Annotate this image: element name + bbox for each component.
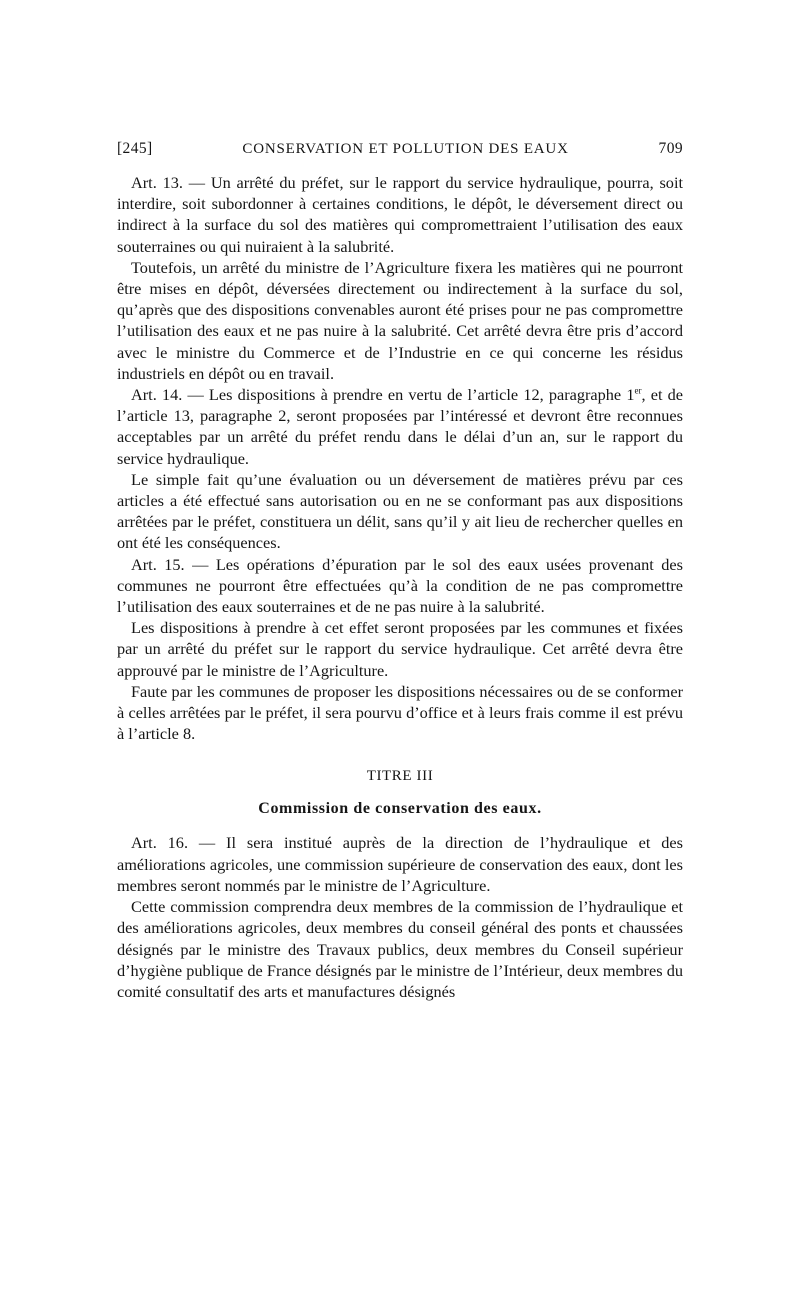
paragraph-toutefois: Toutefois, un arrêté du ministre de l’Agriculture fixera les matières qui ne pourront être mises en dépôt, déversées directement ou indirectement à la surface du sol, qu’après que des dispositions convenables auront été prises pour ne pas compromettre l’utilisation des eaux et ne pas nuire à la salubrité. Cet arrêté devra être pris d’accord avec le ministre du Commerce et de l’Industrie en ce qui concerne les résidus industriels en dépôt ou en travail. bbox=[117, 257, 683, 383]
art-14-text-end: , et de l’article 13, paragraphe 2, seront proposées par l’intéressé et devront être reconnues acceptables par un arrêté du préfet rendu dans le délai d’un an, sur le rapport du service hydraulique. bbox=[117, 385, 684, 468]
paragraph-art-16: Art. 16. — Il sera institué auprès de la direction de l’hydraulique et des améliorations agricoles, une commission supérieure de conservation des eaux, dont les membres seront nommés par le ministre de l’Agriculture. bbox=[117, 833, 683, 895]
running-header bbox=[117, 140, 683, 172]
paragraph-dispositions: Les dispositions à prendre à cet effet seront proposées par les communes et fixées par un arrêté du préfet sur le rapport du service hydraulique. Cet arrêté devra être approuvé par le ministre de l’Agriculture. bbox=[117, 618, 683, 680]
book-page bbox=[117, 140, 683, 1002]
section-heading: Commission de conservation des eaux. bbox=[258, 800, 542, 818]
paragraph-art-14 bbox=[117, 384, 683, 469]
page-number: 709 bbox=[658, 140, 683, 157]
paragraph-simple-fait: Le simple fait qu’une évaluation ou un déversement de matières prévu par ces articles a été effectué sans autorisation ou en ne se conformant pas aux dispositions arrêtées par le préfet, constituera un délit, sans qu’il y ait lieu de rechercher quelles en ont été les conséquences. bbox=[117, 469, 683, 553]
art-14-superscript: er bbox=[634, 385, 642, 396]
paragraph-art-15: Art. 15. — Les opérations d’épuration par le sol des eaux usées provenant des communes ne pourront être effectuées qu’à la condition de ne pas compromettre l’utilisation des eaux souterraines et de ne pas nuire à la salubrité. bbox=[117, 554, 683, 617]
paragraph-art-13: Art. 13. — Un arrêté du préfet, sur le rapport du service hydraulique, pourra, soit interdire, soit subordonner à certaines conditions, le dépôt, le déversement direct ou indirect à la surface du sol des matières qui compromettraient l’utilisation des eaux souterraines ou qui nuiraient à la salubrité. bbox=[117, 173, 683, 256]
paragraph-cette-commission: Cette commission comprendra deux membres de la commission de l’hydraulique et des améliorations agricoles, deux membres du conseil général des ponts et chaussées désignés par le ministre des Travaux publics, deux membres du Conseil supérieur d’hygiène publique de France désignés par le ministre de l’Intérieur, deux membres du comité consultatif des arts et manufactures désignés bbox=[117, 897, 683, 1001]
section-titre: TITRE III bbox=[366, 768, 434, 785]
paragraph-faute: Faute par les communes de proposer les dispositions nécessaires ou de se conformer à celles arrêtées par le préfet, il sera pourvu d’office et à leurs frais comme il est prévu à l’article 8. bbox=[117, 681, 683, 744]
page-reference: [245] bbox=[117, 140, 153, 157]
running-title: CONSERVATION ET POLLUTION DES EAUX bbox=[242, 141, 569, 157]
art-14-text-start: Art. 14. — Les dispositions à prendre en vertu de l’article 12, paragraphe 1 bbox=[131, 385, 635, 405]
